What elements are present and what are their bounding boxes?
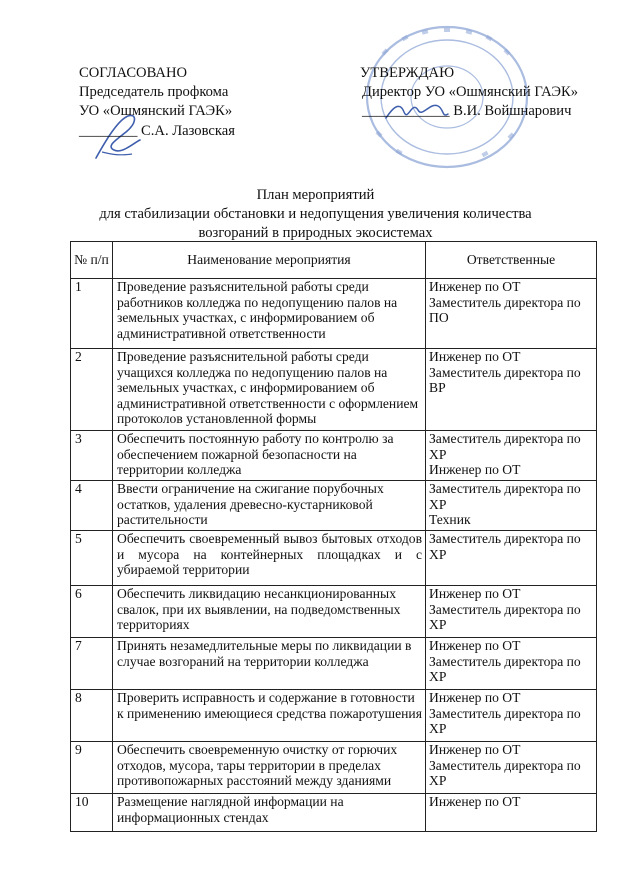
table-row xyxy=(71,638,597,690)
row-responsible xyxy=(426,742,597,794)
table-row xyxy=(71,742,597,794)
row-number: 1 xyxy=(71,279,113,349)
table-row xyxy=(71,531,597,586)
responsible-person: Заместитель директора по ХР xyxy=(429,531,581,562)
responsible-person: Заместитель директора по ХР xyxy=(429,481,581,512)
responsible-person: Инженер по ОТ xyxy=(429,638,521,653)
table-row xyxy=(71,586,597,638)
row-measure: Принять незамедлительные меры по ликвидации в случае возгораний на территории колледжа xyxy=(113,638,426,690)
row-responsible xyxy=(426,431,597,481)
row-measure: Проведение разъяснительной работы среди работников колледжа по недопущению палов на земельных участках, с информированием об административной ответственности xyxy=(113,279,426,349)
responsible-person: Инженер по ОТ xyxy=(429,586,521,601)
row-number: 5 xyxy=(71,531,113,586)
responsible-person: Инженер по ОТ xyxy=(429,279,521,294)
responsible-person: Инженер по ОТ xyxy=(429,349,521,364)
approval-left-organization: УО «Ошмянский ГАЭК» xyxy=(79,103,233,119)
responsible-person: Заместитель директора по ПО xyxy=(429,294,581,326)
row-measure: Проверить исправность и содержание в готовности к применению имеющиеся средства пожаротушения xyxy=(113,690,426,742)
approval-right-heading: УТВЕРЖДАЮ xyxy=(360,65,455,81)
approval-left-position: Председатель профкома xyxy=(79,84,229,100)
row-number: 8 xyxy=(71,690,113,742)
document-title: План мероприятий xyxy=(256,187,375,203)
row-number: 7 xyxy=(71,638,113,690)
table-body xyxy=(71,279,597,832)
row-measure: Обеспечить своевременный вывоз бытовых отходов и мусора на контейнерных площадках и с убираемой территории xyxy=(113,531,426,586)
table-header-row xyxy=(71,242,597,279)
row-responsible xyxy=(426,638,597,690)
responsible-person: Инженер по ОТ xyxy=(429,462,521,478)
measures-table xyxy=(70,241,597,832)
row-number: 6 xyxy=(71,586,113,638)
approval-right-position: Директор УО «Ошмянский ГАЭК» xyxy=(362,84,579,100)
row-responsible xyxy=(426,531,597,586)
approval-right-signature-line: ____________ В.И. Войшнарович xyxy=(362,103,572,119)
responsible-person: Инженер по ОТ xyxy=(429,742,521,757)
row-measure: Обеспечить ликвидацию несанкционированных свалок, при их выявлении, на подведомственных территориях xyxy=(113,586,426,638)
row-responsible xyxy=(426,349,597,431)
row-measure: Размещение наглядной информации на информационных стендах xyxy=(113,794,426,832)
document-subtitle-line2: возгораний в природных экосистемах xyxy=(198,225,433,241)
row-number: 9 xyxy=(71,742,113,794)
row-number: 2 xyxy=(71,349,113,431)
row-number: 3 xyxy=(71,431,113,481)
row-responsible xyxy=(426,690,597,742)
row-measure: Проведение разъяснительной работы среди учащихся колледжа по недопущению палов на земельных участках, с информированием об административной ответственности с оформлением протоколов установленной формы xyxy=(113,349,426,431)
approval-left-heading: СОГЛАСОВАНО xyxy=(79,65,188,81)
table-row xyxy=(71,481,597,531)
row-responsible xyxy=(426,279,597,349)
col-number-header: № п/п xyxy=(71,242,113,279)
table-row xyxy=(71,431,597,481)
table-row xyxy=(71,279,597,349)
approval-left-signature-line: ________ С.А. Лазовская xyxy=(79,123,235,139)
row-number: 4 xyxy=(71,481,113,531)
row-measure: Обеспечить постоянную работу по контролю за обеспечением пожарной безопасности на территории колледжа xyxy=(113,431,426,481)
table-row xyxy=(71,349,597,431)
row-responsible xyxy=(426,481,597,531)
responsible-person: Техник xyxy=(429,512,471,528)
row-number: 10 xyxy=(71,794,113,832)
col-measure-header: Наименование мероприятия xyxy=(113,242,426,279)
row-measure: Ввести ограничение на сжигание порубочных остатков, удаления древесно-кустарниковой растительности xyxy=(113,481,426,531)
responsible-person: Заместитель директора по ХР xyxy=(429,757,581,789)
responsible-person: Заместитель директора по ВР xyxy=(429,364,581,396)
responsible-person: Инженер по ОТ xyxy=(429,690,521,705)
responsible-person: Инженер по ОТ xyxy=(429,794,521,809)
row-responsible xyxy=(426,794,597,832)
responsible-person: Заместитель директора по ХР xyxy=(429,705,581,737)
responsible-person: Заместитель директора по ХР xyxy=(429,653,581,685)
responsible-person: Заместитель директора по ХР xyxy=(429,431,581,462)
table-row xyxy=(71,794,597,832)
document-subtitle-line1: для стабилизации обстановки и недопущения увеличения количества xyxy=(99,206,532,222)
col-responsible-header: Ответственные xyxy=(426,242,597,279)
responsible-person: Заместитель директора по ХР xyxy=(429,601,581,633)
table-row xyxy=(71,690,597,742)
row-measure: Обеспечить своевременную очистку от горючих отходов, мусора, тары территории в пределах противопожарных расстояний между зданиями xyxy=(113,742,426,794)
row-responsible xyxy=(426,586,597,638)
